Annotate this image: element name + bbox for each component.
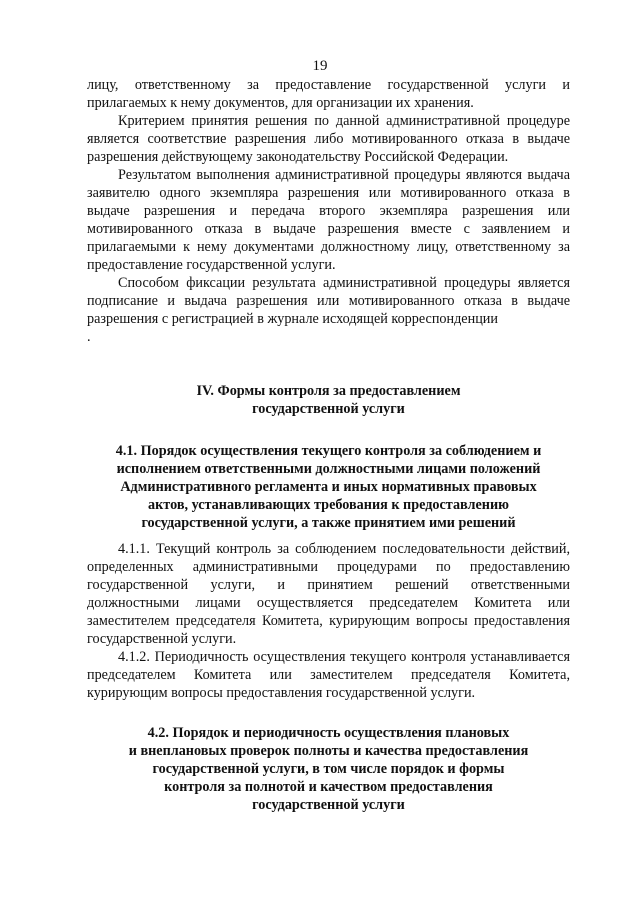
- section-4-2-heading: [87, 724, 570, 814]
- heading-line: контроля за полнотой и качеством предоставления: [164, 779, 493, 795]
- trailing-period: .: [87, 329, 91, 345]
- heading-line: Административного регламента и иных нормативных правовых: [120, 479, 537, 495]
- paragraph: Результатом выполнения административной процедуры являются выдача заявителю одного экземпляра разрешения или мотивированного отказа в выдаче разрешения и передача второго экземпляра разрешения или мотивированного отказа в выдаче разрешения вместе с заявлением и прилагаемыми к нему документами должностному лицу, ответственному за предоставление государственной услуги.: [87, 167, 570, 273]
- paragraph: Способом фиксации результата административной процедуры является подписание и выдача разрешения или мотивированного отказа в выдаче разрешения с регистрацией в журнале исходящей корреспонденции: [87, 275, 570, 327]
- document-body: [87, 76, 570, 814]
- paragraph: Критерием принятия решения по данной административной процедуре является соответствие разрешения либо мотивированного отказа в выдаче разрешения действующему законодательству Российской Федерации.: [87, 113, 570, 165]
- section-4-1-heading: [87, 442, 570, 532]
- heading-line: и внеплановых проверок полноты и качества предоставления: [128, 743, 529, 759]
- paragraph-4-1-1: 4.1.1. Текущий контроль за соблюдением последовательности действий, определенных административными процедурами по предоставлению государственной услуги, и принятием решений ответственными должностными лицами осуществляется председателем Комитета или заместителем председателя Комитета, курирующим вопросы предоставления государственной услуги.: [87, 541, 570, 647]
- heading-line: 4.1. Порядок осуществления текущего контроля за соблюдением и: [115, 443, 542, 459]
- paragraph-4-1-2: 4.1.2. Периодичность осуществления текущего контроля устанавливается председателем Комитета или заместителем председателя Комитета, курирующим вопросы предоставления государственной услуги.: [87, 649, 570, 701]
- heading-line: исполнением ответственными должностными лицами положений: [116, 461, 541, 477]
- heading-line: государственной услуги, а также принятием ими решений: [141, 515, 516, 531]
- heading-line: государственной услуги, в том числе порядок и формы: [152, 761, 505, 777]
- heading-line: актов, устанавливающих требования к предоставлению: [148, 497, 509, 513]
- heading-line: 4.2. Порядок и периодичность осуществления плановых: [147, 725, 510, 741]
- heading-line: государственной услуги: [252, 797, 405, 813]
- page-number: 19: [312, 58, 328, 74]
- paragraph: лицу, ответственному за предоставление государственной услуги и прилагаемых к нему документов, для организации их хранения.: [87, 77, 570, 111]
- heading-line: IV. Формы контроля за предоставлением: [196, 383, 461, 399]
- heading-line: государственной услуги: [252, 401, 405, 417]
- section-iv-heading: [87, 382, 570, 418]
